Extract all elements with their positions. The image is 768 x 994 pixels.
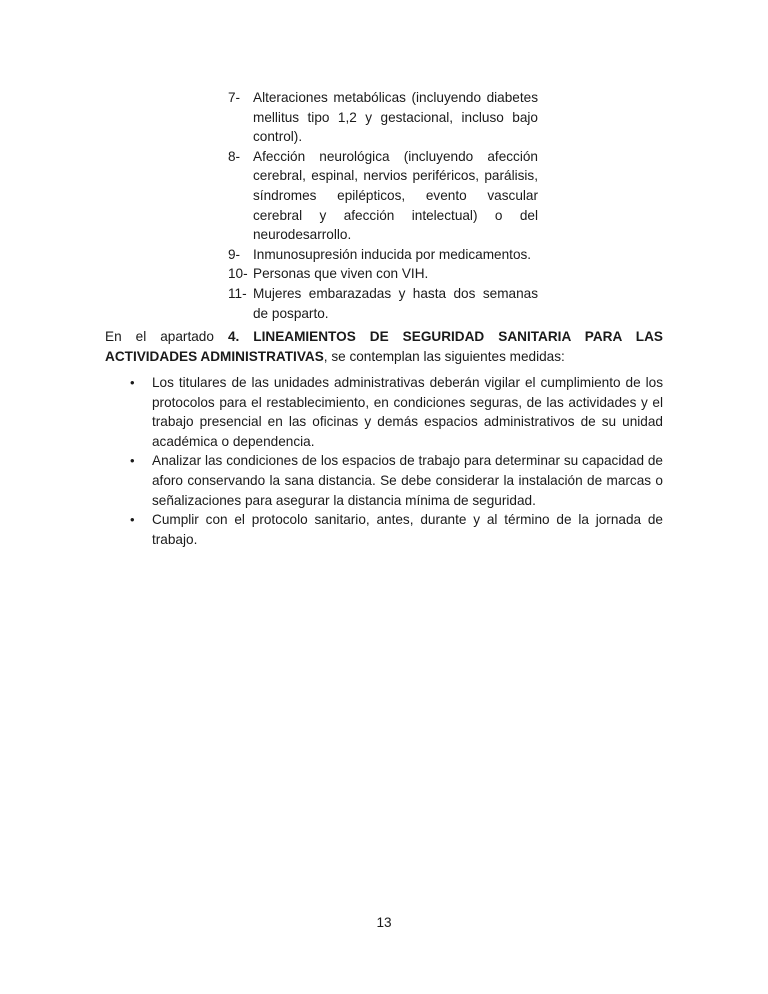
list-item-number: 9-	[228, 246, 241, 262]
bullet-icon: •	[130, 512, 135, 528]
bullet-text: Cumplir con el protocolo sanitario, antes, durante y al término de la jornada de trabajo.	[152, 512, 663, 547]
bullet-text: Analizar las condiciones de los espacios de trabajo para determinar su capacidad de aforo conservando la sana distancia. Se debe considerar la instalación de marcas o señalizaciones para asegurar la distancia mínima de seguridad.	[152, 453, 663, 508]
list-item	[228, 88, 538, 147]
bullet-item	[130, 451, 663, 510]
bullet-text: Los titulares de las unidades administrativas deberán vigilar el cumplimiento de los protocolos para el restablecimiento, en condiciones seguras, de las actividades y el trabajo presencial en las oficinas y demás espacios administrativos de su unidad académica o dependencia.	[152, 375, 663, 449]
list-item	[228, 245, 538, 265]
list-item	[228, 147, 538, 245]
list-item-number: 8-	[228, 148, 241, 164]
bullet-icon: •	[130, 375, 135, 390]
list-item	[228, 284, 538, 323]
list-item-number: 10-	[228, 266, 248, 282]
numbered-list	[228, 88, 538, 323]
section-heading-reference: 4. LINEAMIENTOS DE SEGURIDAD SANITARIA PARA LAS ACTIVIDADES ADMINISTRATIVAS	[105, 329, 663, 364]
paragraph-prefix: En el apartado	[105, 329, 228, 344]
list-item-number: 11-	[228, 285, 247, 301]
list-item-text: Inmunosupresión inducida por medicamentos.	[253, 246, 532, 262]
intro-paragraph	[105, 327, 663, 366]
page-number: 13	[376, 915, 392, 930]
bullet-item	[130, 373, 663, 451]
list-item-text: Personas que viven con VIH.	[253, 266, 429, 282]
list-item-text: Alteraciones metabólicas (incluyendo diabetes mellitus tipo 1,2 y gestacional, incluso bajo control).	[253, 90, 538, 145]
bullet-list	[130, 373, 663, 549]
paragraph-suffix: , se contemplan las siguientes medidas:	[323, 348, 565, 364]
list-item-number: 7-	[228, 90, 241, 105]
list-item	[228, 264, 538, 284]
list-item-text: Afección neurológica (incluyendo afección cerebral, espinal, nervios periféricos, parálisis, síndromes epilépticos, evento vascular cerebral y afección intelectual) o del neurodesarrollo.	[253, 148, 538, 243]
bullet-icon: •	[130, 453, 135, 469]
bullet-item	[130, 510, 663, 549]
list-item-text: Mujeres embarazadas y hasta dos semanas de posparto.	[253, 285, 538, 321]
